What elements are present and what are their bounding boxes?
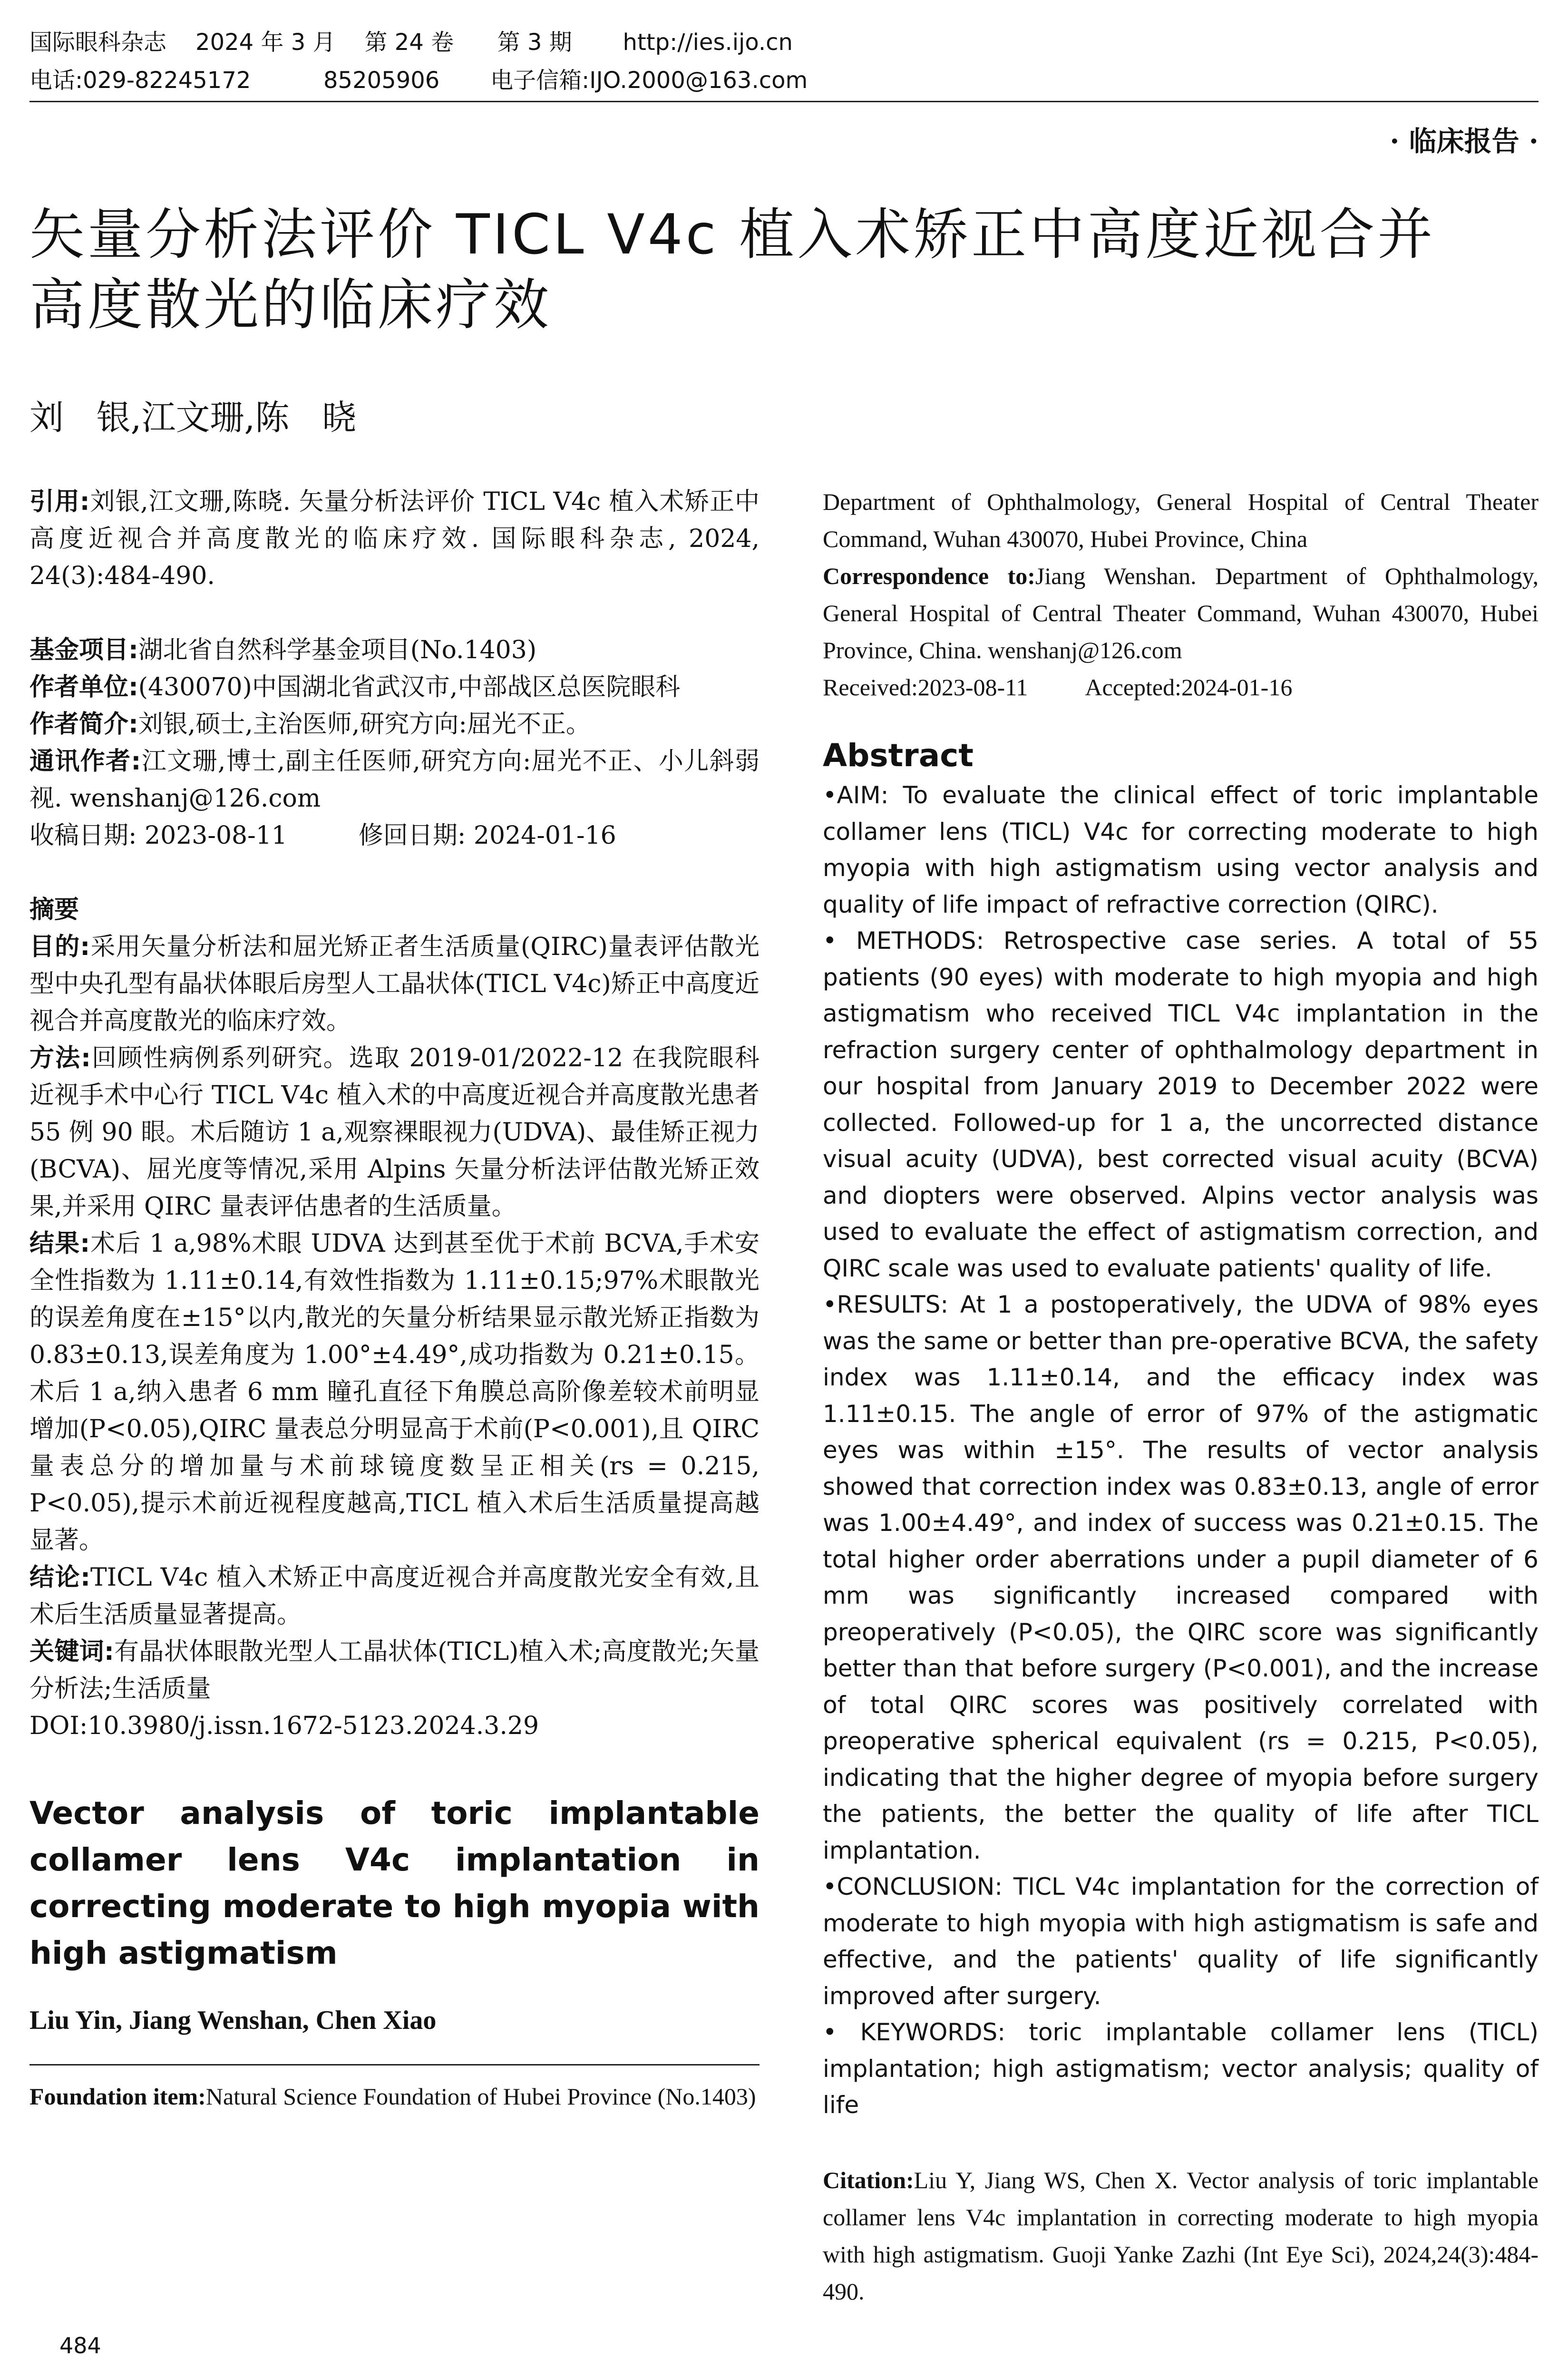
abstract-heading-en: Abstract xyxy=(823,737,974,774)
page-number: 484 xyxy=(59,2333,101,2358)
author-affiliation: 作者单位:(430070)中国湖北省武汉市,中部战区总医院眼科 xyxy=(29,673,681,701)
authors-cn: 刘 银,江文珊,陈 晓 xyxy=(29,398,357,438)
foundation-item: Foundation item:Natural Science Foundation of Hubei Province (No.1403) xyxy=(29,2083,756,2110)
affiliation-en: Department of Ophthalmology, General Hospital of Central Theater Command, Wuhan 430070, Hubei Province, China xyxy=(823,488,1539,552)
title-cn-line2: 高度散光的临床疗效 xyxy=(29,273,552,337)
correspondence-en: Correspondence to:Jiang Wenshan. Department of Ophthalmology, General Hospital of Central Theater Command, Wuhan 430070, Hubei Province, China. wenshanj@126.com xyxy=(823,563,1539,663)
abstract-results: 结果:术后 1 a,98%术眼 UDVA 达到甚至优于术前 BCVA,手术安全性指数为 1.11±0.14,有效性指数为 1.11±0.15;97%术眼散光的误差角度在±15°以内,散光的矢量分析结果显示散光矫正指数为 0.83±0.13,误差角度为 1.00°±4.49°,成功指数为 0.21±0.15。术后 1 a,纳入患者 6 mm 瞳孔直径下角膜总高阶像差较术前明显增加(P<0.05),QIRC 量表总分明显高于术前(P<0.001),且 QIRC 量表总分的增加量与术前球镜度数呈正相关(rs = 0.215, P<0.05),提示术前近视程度越高,TICL 植入术后生活质量提高越显著。 xyxy=(29,1229,760,1555)
journal-header-line1: 国际眼科杂志 2024 年 3 月 第 24 卷 第 3 期 http://ies.ijo.cn xyxy=(29,29,793,56)
right-column xyxy=(823,483,1539,2310)
journal-header-line2: 电话:029-82245172 85205906 电子信箱:IJO.2000@163.com xyxy=(29,67,808,94)
authors-en: Liu Yin, Jiang Wenshan, Chen Xiao xyxy=(29,2006,437,2035)
abstract-conclusion: 结论:TICL V4c 植入术矫正中高度近视合并高度散光安全有效,且术后生活质量显著提高。 xyxy=(29,1563,760,1629)
keywords-cn: 关键词:有晶状体眼散光型人工晶状体(TICL)植入术;高度散光;矢量分析法;生活质量 xyxy=(29,1637,760,1703)
abstract-results-en: •RESULTS: At 1 a postoperatively, the UDVA of 98% eyes was the same or better than pre-operative BCVA, the safety index was 1.11±0.14, and the efficacy index was 1.11±0.15. The angle of error of 97% of the astigmatic eyes was within ±15°. The results of vector analysis showed that correction index was 0.83±0.13, angle of error was 1.00±4.49°, and index of success was 0.21±0.15. The total higher order aberrations under a pupil diameter of 6 mm was significantly increased compared with preoperatively (P<0.05), the QIRC score was significantly better than that before surgery (P<0.001), and the increase of total QIRC scores was positively correlated with preoperative spherical equivalent (rs = 0.215, P<0.05), indicating that the higher degree of myopia before surgery the patients, the better the quality of life after TICL implantation. xyxy=(823,1291,1539,1864)
abstract-aim: •AIM: To evaluate the clinical effect of toric implantable collamer lens (TICL) V4c for correcting moderate to high myopia with high astigmatism using vector analysis and quality of life impact of refractive correction (QIRC). xyxy=(823,781,1539,918)
corresponding-author: 通讯作者:江文珊,博士,副主任医师,研究方向:屈光不正、小儿斜弱视. wenshanj@126.com xyxy=(29,747,760,813)
left-column xyxy=(29,483,760,2115)
title-cn-line1: 矢量分析法评价 TICL V4c 植入术矫正中高度近视合并 xyxy=(29,203,1436,267)
title-cn xyxy=(29,200,1542,341)
abstract-heading-cn: 摘要 xyxy=(29,896,79,924)
abstract-objective: 目的:采用矢量分析法和屈光矫正者生活质量(QIRC)量表评估散光型中央孔型有晶状体眼后房型人工晶状体(TICL V4c)矫正中高度近视合并高度散光的临床疗效。 xyxy=(29,933,760,1035)
dates-en: Received:2023-08-11 Accepted:2024-01-16 xyxy=(823,674,1293,701)
abstract-methods-en: • METHODS: Retrospective case series. A total of 55 patients (90 eyes) with moderate to high myopia and high astigmatism who received TICL V4c implantation in the refraction surgery center of ophthalmology department in our hospital from January 2019 to December 2022 were collected. Followed-up for 1 a, the uncorrected distance visual acuity (UDVA), best corrected visual acuity (BCVA) and diopters were observed. Alpins vector analysis was used to evaluate the effect of astigmatism correction, and QIRC scale was used to evaluate patients' quality of life. xyxy=(823,927,1539,1282)
section-label: · 临床报告 · xyxy=(1390,125,1539,157)
fund-item: 基金项目:湖北省自然科学基金项目(No.1403) xyxy=(29,636,537,664)
citation-cn: 引用:刘银,江文珊,陈晓. 矢量分析法评价 TICL V4c 植入术矫正中高度近视合并高度散光的临床疗效. 国际眼科杂志, 2024, 24(3):484-490. xyxy=(29,487,760,590)
title-en: Vector analysis of toric implantable collamer lens V4c implantation in correcting moderate to high myopia with high astigmatism xyxy=(29,1795,760,1971)
abstract-methods: 方法:回顾性病例系列研究。选取 2019-01/2022-12 在我院眼科近视手术中心行 TICL V4c 植入术的中高度近视合并高度散光患者 55 例 90 眼。术后随访 1 a,观察裸眼视力(UDVA)、最佳矫正视力(BCVA)、屈光度等情况,采用 Alpins 矢量分析法评估散光矫正效果,并采用 QIRC 量表评估患者的生活质量。 xyxy=(29,1044,760,1221)
author-bio: 作者简介:刘银,硕士,主治医师,研究方向:屈光不正。 xyxy=(29,710,591,739)
doi: DOI:10.3980/j.issn.1672-5123.2024.3.29 xyxy=(29,1712,539,1740)
keywords-en: • KEYWORDS: toric implantable collamer lens (TICL) implantation; high astigmatism; vector analysis; quality of life xyxy=(823,2018,1539,2119)
citation-en: Citation:Liu Y, Jiang WS, Chen X. Vector analysis of toric implantable collamer lens V4c implantation in correcting moderate to high myopia with high astigmatism. Guoji Yanke Zazhi (Int Eye Sci), 2024,24(3):484-490. xyxy=(823,2166,1539,2305)
abstract-conclusion-en: •CONCLUSION: TICL V4c implantation for the correction of moderate to high myopia with high astigmatism is safe and effective, and the patients' quality of life significantly improved after surgery. xyxy=(823,1873,1539,2010)
header-rule xyxy=(29,101,1539,102)
dates-cn: 收稿日期: 2023-08-11 修回日期: 2024-01-16 xyxy=(29,821,616,850)
